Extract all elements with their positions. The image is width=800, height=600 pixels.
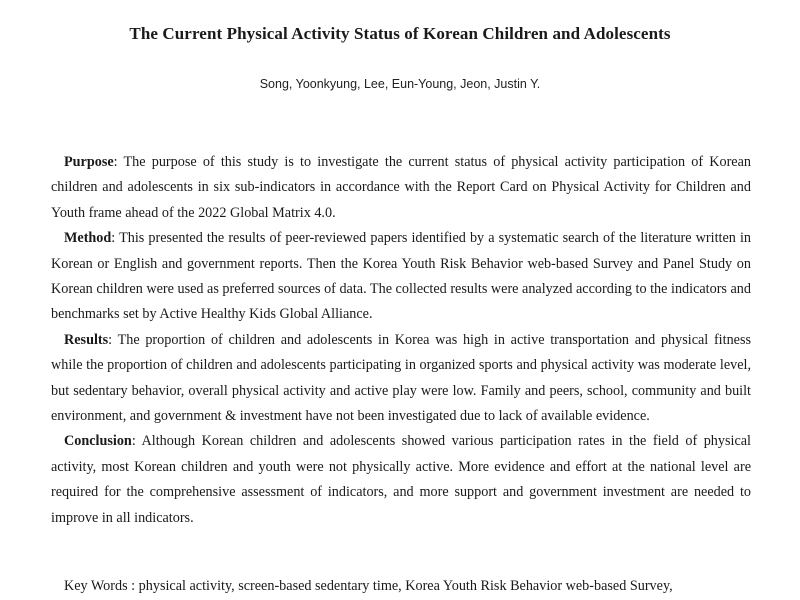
results-text: The proportion of children and adolescents in Korea was high in active transportation and physical fitness while the proportion of children and adolescents participating in organized sports and physical activity was moderate level, but sedentary behavior, overall physical activity and active play were low. Family and peers, school, community and built environment, and government & investment have not been investigated due to lack of available evidence. [51,331,751,425]
abstract [51,150,751,531]
method-label: Method [64,230,112,247]
results-paragraph: Results: The proportion of children and adolescents in Korea was high in active transportation and physical fitness while the proportion of children and adolescents participating in organized sports and physical activity was moderate level, but sedentary behavior, overall physical activity and active play were low. Family and peers, school, community and built environment, and government & investment have not been investigated due to lack of available evidence. [51,331,751,425]
conclusion-text: Although Korean children and adolescents showed various participation rates in the field of physical activity, most Korean children and youth were not physically active. More evidence and effort at the national level are required for the comprehensive assessment of indicators, and more support and government investment are needed to improve in all indicators. [51,433,751,526]
conclusion-paragraph: Conclusion: Although Korean children and adolescents showed various participation rates in the field of physical activity, most Korean children and youth were not physically active. More evidence and effort at the national level are required for the comprehensive assessment of indicators, and more support and government investment are needed to improve in all indicators. [51,433,751,526]
author-list: Song, Yoonkyung, Lee, Eun-Young, Jeon, Justin Y. [259,77,541,91]
paper-title: The Current Physical Activity Status of Korean Children and Adolescents [129,24,671,43]
keywords-text: physical activity, screen-based sedentary time, Korea Youth Risk Behavior web-based Survey, [138,578,673,594]
conclusion-label: Conclusion [64,433,132,450]
purpose-text: The purpose of this study is to investigate the current status of physical activity participation of Korean children and adolescents in six sub-indicators in accordance with the Report Card on Physical Activity for Children and Youth frame ahead of the 2022 Global Matrix 4.0. [51,154,751,221]
method-text: This presented the results of peer-reviewed papers identified by a systematic search of the literature written in Korean or English and government reports. Then the Korea Youth Risk Behavior web-based Survey and Panel Study on Korean children were used as preferred sources of data. The collected results were analyzed according to the indicators and benchmarks set by Active Healthy Kids Global Alliance. [51,230,751,323]
keywords-label: Key Words [64,578,128,594]
keywords: Key Words : physical activity, screen-based sedentary time, Korea Youth Risk Behavior web-based Survey, [64,578,673,594]
purpose-paragraph: Purpose: The purpose of this study is to investigate the current status of physical activity participation of Korean children and adolescents in six sub-indicators in accordance with the Report Card on Physical Activity for Children and Youth frame ahead of the 2022 Global Matrix 4.0. [51,154,751,221]
purpose-label: Purpose [64,154,114,170]
method-paragraph: Method: This presented the results of peer-reviewed papers identified by a systematic search of the literature written in Korean or English and government reports. Then the Korea Youth Risk Behavior web-based Survey and Panel Study on Korean children were used as preferred sources of data. The collected results were analyzed according to the indicators and benchmarks set by Active Healthy Kids Global Alliance. [51,230,751,323]
results-label: Results [64,331,109,348]
